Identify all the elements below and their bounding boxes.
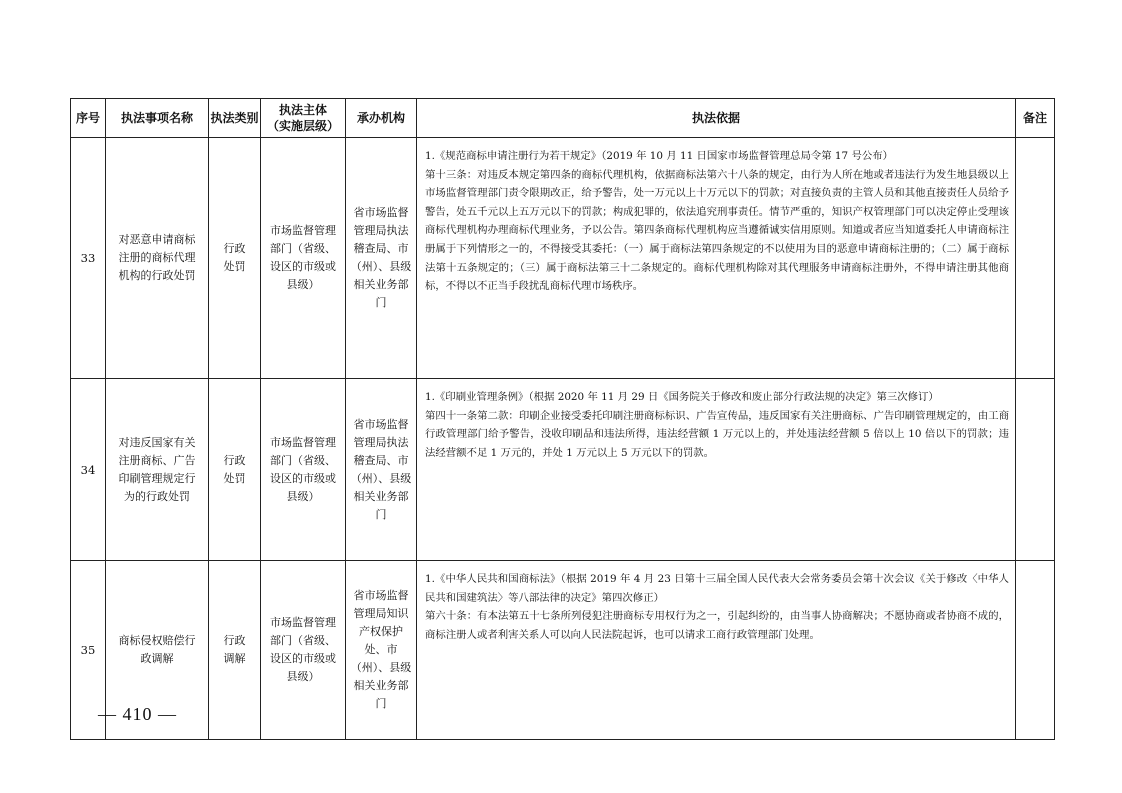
header-subject-line1: 执法主体 — [278, 103, 327, 117]
row-remark — [1016, 561, 1055, 740]
row-seq: 34 — [71, 379, 106, 561]
row-item-name: 商标侵权赔偿行政调解 — [106, 561, 209, 740]
enforcement-table — [70, 98, 1055, 740]
row-category: 行政处罚 — [209, 138, 261, 379]
row-subject: 市场监督管理部门（省级、设区的市级或县级） — [261, 138, 346, 379]
table-row — [71, 379, 1055, 561]
row-agency: 省市场监督管理局执法稽查局、市（州）、县级相关业务部门 — [346, 379, 417, 561]
row-seq: 35 — [71, 561, 106, 740]
enforcement-table-container — [70, 98, 1054, 740]
header-basis: 执法依据 — [417, 99, 1016, 138]
table-header-row — [71, 99, 1055, 138]
header-item: 执法事项名称 — [106, 99, 209, 138]
page-number: — 410 — — [98, 704, 177, 724]
basis-title: 1.《中华人民共和国商标法》（根据 2019 年 4 月 23 日第十三届全国人民代表大会常务委员会第十次会议《关于修改〈中华人民共和国建筑法〉等八部法律的决定》第四次修正） — [425, 573, 1009, 604]
basis-title: 1.《规范商标申请注册行为若干规定》（2019 年 10 月 11 日国家市场监督管理总局令第 17 号公布） — [425, 150, 894, 162]
row-category: 行政处罚 — [209, 379, 261, 561]
basis-title: 1.《印刷业管理条例》（根据 2020 年 11 月 29 日《国务院关于修改和废止部分行政法规的决定》第三次修订） — [425, 391, 939, 403]
row-seq: 33 — [71, 138, 106, 379]
basis-text: 第四十一条第二款：印刷企业接受委托印刷注册商标标识、广告宣传品，违反国家有关注册商标、广告印刷管理规定的，由工商行政管理部门给予警告，没收印刷品和违法所得，违法经营额 1 万元以上的，并处违法经营额 5 倍以上 10 倍以下的罚款；违法经营额不足 1 万元的，并处 1 万元以上 5 万元以下的罚款。 — [425, 409, 1009, 459]
basis-text: 第十三条：对违反本规定第四条的商标代理机构，依据商标法第六十八条的规定，由行为人所在地或者违法行为发生地县级以上市场监督管理部门责令限期改正，给予警告，处一万元以上十万元以下的罚款；对直接负责的主管人员和其他直接责任人员给予警告，处五千元以上五万元以下的罚款；构成犯罪的，依法追究刑事责任。情节严重的，知识产权管理部门可以决定停止受理该商标代理机构办理商标代理业务，予以公告。第四条商标代理机构应当遵循诚实信用原则。知道或者应当知道委托人申请商标注册属于下列情形之一的，不得接受其委托：（一）属于商标法第四条规定的不以使用为目的恶意申请商标注册的；（二）属于商标法第十五条规定的；（三）属于商标法第三十二条规定的。商标代理机构除对其代理服务申请商标注册外，不得申请注册其他商标，不得以不正当手段扰乱商标代理市场秩序。 — [425, 168, 1009, 293]
row-agency: 省市场监督管理局执法稽查局、市（州）、县级相关业务部门 — [346, 138, 417, 379]
basis-text: 第六十条：有本法第五十七条所列侵犯注册商标专用权行为之一，引起纠纷的，由当事人协商解决；不愿协商或者协商不成的，商标注册人或者利害关系人可以向人民法院起诉，也可以请求工商行政管理部门处理。 — [425, 610, 1009, 641]
row-remark — [1016, 379, 1055, 561]
header-remark: 备注 — [1016, 99, 1055, 138]
row-subject: 市场监督管理部门（省级、设区的市级或县级） — [261, 379, 346, 561]
header-agency: 承办机构 — [346, 99, 417, 138]
header-subject-line2: （实施层级） — [266, 119, 339, 133]
table-row — [71, 561, 1055, 740]
row-item-name: 对违反国家有关注册商标、广告印刷管理规定行为的行政处罚 — [106, 379, 209, 561]
row-basis — [417, 138, 1016, 379]
row-item-name: 对恶意申请商标注册的商标代理机构的行政处罚 — [106, 138, 209, 379]
header-category: 执法类别 — [209, 99, 261, 138]
row-remark — [1016, 138, 1055, 379]
row-basis — [417, 379, 1016, 561]
row-subject: 市场监督管理部门（省级、设区的市级或县级） — [261, 561, 346, 740]
header-subject — [261, 99, 346, 138]
header-seq: 序号 — [71, 99, 106, 138]
row-category: 行政调解 — [209, 561, 261, 740]
table-row — [71, 138, 1055, 379]
row-basis — [417, 561, 1016, 740]
row-agency: 省市场监督管理局知识产权保护处、市（州）、县级相关业务部门 — [346, 561, 417, 740]
